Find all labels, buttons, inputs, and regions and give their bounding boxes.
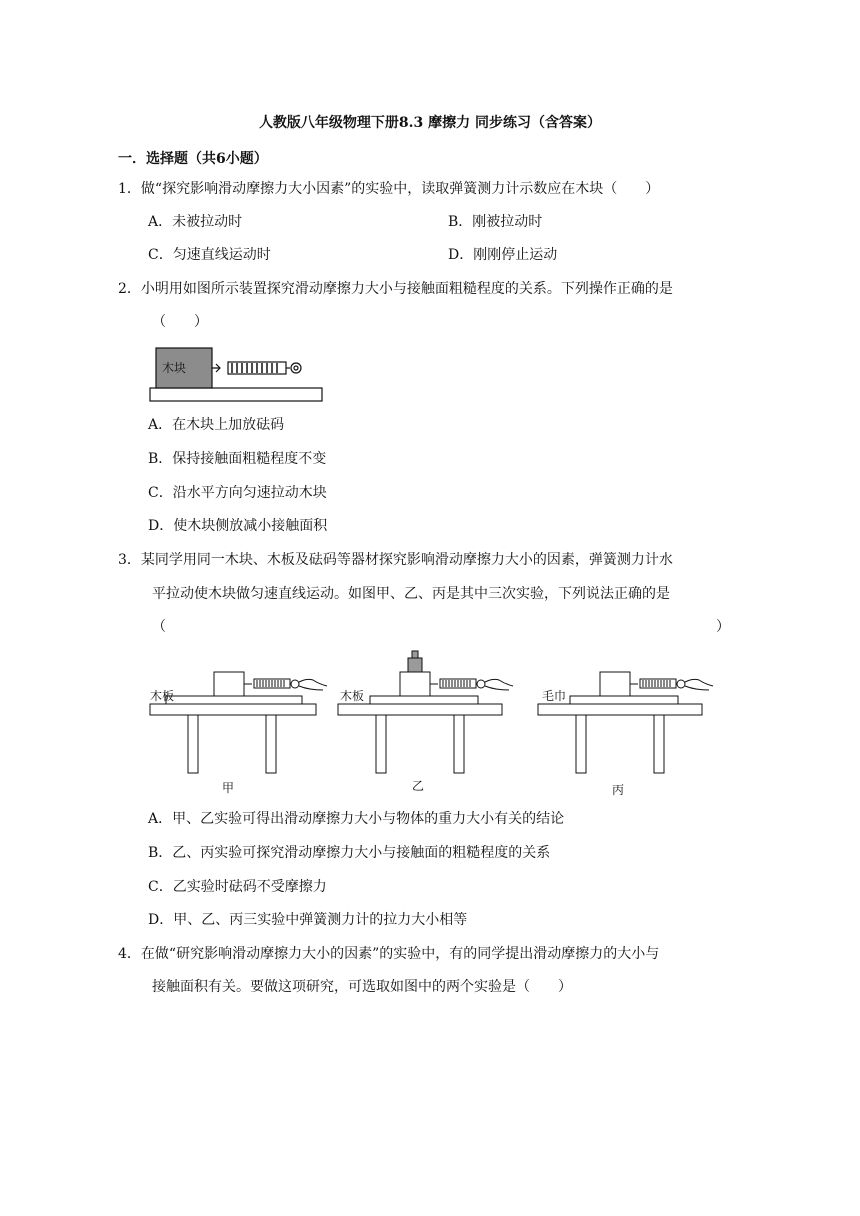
question-4-text-line1: 4．在做“研究影响滑动摩擦力大小的因素”的实验中，有的同学提出滑动摩擦力的大小与	[118, 946, 660, 962]
table-bing-label: 毛巾	[542, 689, 567, 703]
table-yi	[338, 651, 513, 793]
question-4-text-line2: 接触面积有关。要做这项研究，可选取如图中的两个实验是（ ）	[152, 979, 572, 995]
table-jia-label: 木板	[150, 689, 175, 703]
question-3-paren-right: ）	[716, 619, 730, 635]
board	[150, 388, 322, 401]
question-2-option-b: B．保持接触面粗糙程度不变	[148, 451, 327, 467]
question-2-figure	[148, 342, 328, 404]
caption-yi: 乙	[412, 779, 425, 793]
question-3-text-line2: 平拉动使木块做匀速直线运动。如图甲、乙、丙是其中三次实验，下列说法正确的是	[152, 586, 670, 602]
question-1-text: 1．做“探究影响滑动摩擦力大小因素”的实验中，读取弹簧测力计示数应在木块（ ）	[118, 181, 660, 197]
question-3-text-line1: 3．某同学用同一木块、木板及砝码等器材探究影响滑动摩擦力大小的因素，弹簧测力计水	[118, 552, 673, 568]
question-2-option-a: A．在木块上加放砝码	[148, 417, 285, 433]
spring-scale	[212, 362, 301, 374]
caption-bing: 丙	[612, 783, 625, 797]
wood-block-label: 木块	[162, 361, 187, 375]
question-3-option-d: D．甲、乙、丙三实验中弹簧测力计的拉力大小相等	[148, 912, 468, 928]
section-heading: 一．选择题（共6小题）	[118, 151, 268, 167]
table-bing	[538, 672, 713, 797]
question-3-figure	[146, 646, 728, 802]
table-jia	[150, 672, 327, 795]
question-3-paren-left: （	[152, 619, 166, 635]
question-3-option-a: A．甲、乙实验可得出滑动摩擦力大小与物体的重力大小有关的结论	[148, 811, 565, 827]
caption-jia: 甲	[222, 781, 235, 795]
weight	[408, 658, 422, 672]
question-1-option-b: B．刚被拉动时	[448, 214, 543, 230]
question-2-option-d: D．使木块侧放减小接触面积	[148, 518, 328, 534]
page-title: 人教版八年级物理下册8.3 摩擦力 同步练习（含答案）	[258, 115, 602, 131]
question-3-option-c: C．乙实验时砝码不受摩擦力	[148, 879, 327, 895]
question-3-option-b: B．乙、丙实验可探究滑动摩擦力大小与接触面的粗糙程度的关系	[148, 845, 551, 861]
question-1-option-a: A．未被拉动时	[148, 214, 243, 230]
table-yi-label: 木板	[340, 689, 365, 703]
question-2-option-c: C．沿水平方向匀速拉动木块	[148, 485, 327, 501]
question-2-text-line1: 2．小明用如图所示装置探究滑动摩擦力大小与接触面粗糙程度的关系。下列操作正确的是	[118, 281, 673, 297]
question-2-text-line2: （ ）	[152, 314, 208, 330]
question-1-option-c: C．匀速直线运动时	[148, 247, 271, 263]
question-1-option-d: D．刚刚停止运动	[448, 247, 558, 263]
